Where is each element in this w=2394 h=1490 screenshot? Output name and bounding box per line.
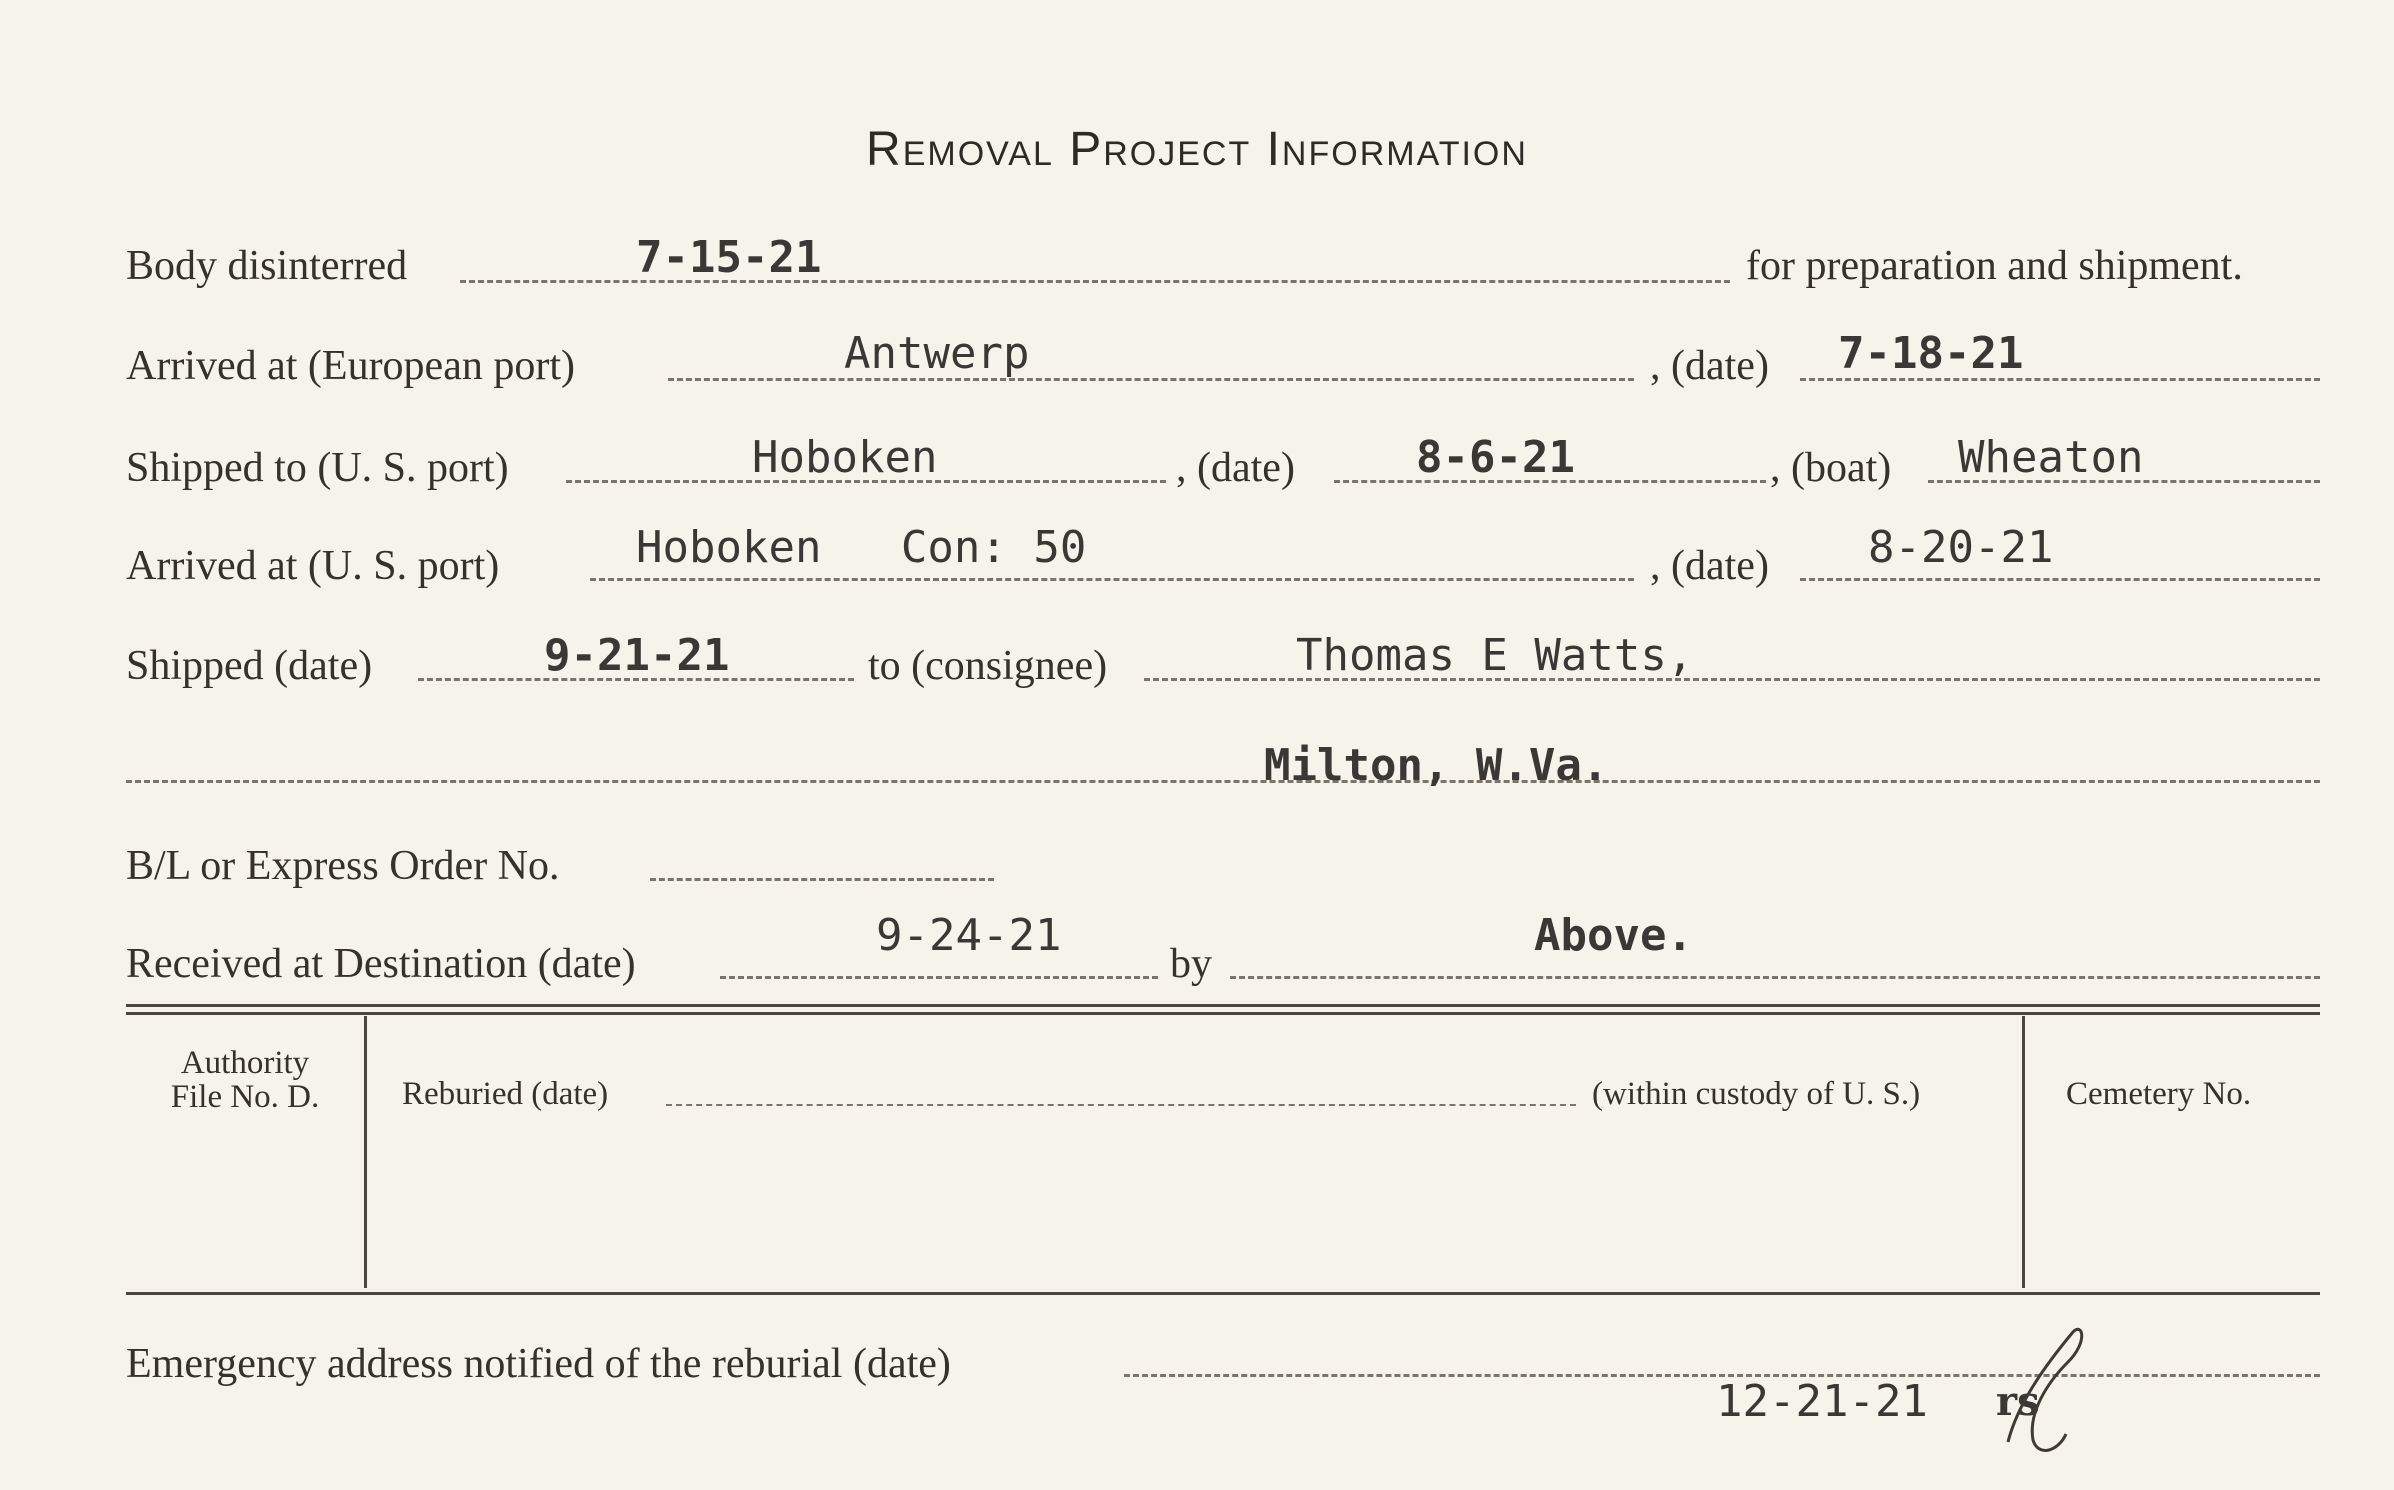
divider-right xyxy=(2022,1016,2025,1288)
reburied-label: Reburied (date) xyxy=(402,1076,609,1112)
by-line xyxy=(1230,976,2320,979)
european-date-label: , (date) xyxy=(1650,343,1769,389)
consignee-label: to (consignee) xyxy=(868,643,1108,689)
european-port-value: Antwerp xyxy=(844,328,1030,379)
european-port-line xyxy=(668,378,1634,381)
address-value: Milton, W.Va. xyxy=(1264,740,1609,791)
arrived-us-date-line xyxy=(1800,578,2320,581)
address-line xyxy=(126,780,2320,783)
emergency-value: 12-21-21 xyxy=(1716,1376,1928,1427)
shipped-us-label: Shipped to (U. S. port) xyxy=(126,445,509,491)
double-rule-bottom xyxy=(126,1012,2320,1015)
double-rule-top xyxy=(126,1004,2320,1007)
handwritten-checkmark-icon xyxy=(1988,1322,2098,1462)
shipped-date-label: Shipped (date) xyxy=(126,643,373,689)
received-line xyxy=(720,976,1158,979)
disinterred-suffix: for preparation and shipment. xyxy=(1746,243,2243,289)
received-label: Received at Destination (date) xyxy=(126,941,636,987)
authority-file-label: Authority File No. D. xyxy=(170,1045,320,1115)
bottom-rule xyxy=(126,1292,2320,1295)
european-port-label: Arrived at (European port) xyxy=(126,343,575,389)
boat-value: Wheaton xyxy=(1958,432,2144,483)
emergency-label: Emergency address notified of the reburial (date) xyxy=(126,1341,951,1387)
bl-label: B/L or Express Order No. xyxy=(126,843,560,889)
disinterred-label: Body disinterred xyxy=(126,243,408,289)
shipped-date-value: 9-21-21 xyxy=(544,630,730,681)
shipped-us-date-value: 8-6-21 xyxy=(1416,432,1575,483)
divider-left xyxy=(364,1016,367,1288)
cemetery-label: Cemetery No. xyxy=(2066,1076,2252,1112)
arrived-us-date-value: 8-20-21 xyxy=(1868,522,2054,573)
received-value: 9-24-21 xyxy=(876,910,1062,961)
arrived-us-value: Hoboken Con: 50 xyxy=(636,522,1087,573)
shipped-us-value: Hoboken xyxy=(752,432,938,483)
consignee-value: Thomas E Watts, xyxy=(1296,630,1694,681)
arrived-us-label: Arrived at (U. S. port) xyxy=(126,543,500,589)
by-value: Above. xyxy=(1534,910,1693,961)
shipped-us-date-label: , (date) xyxy=(1176,445,1295,491)
arrived-us-date-label: , (date) xyxy=(1650,543,1769,589)
bl-line xyxy=(650,878,994,881)
boat-label: , (boat) xyxy=(1770,445,1892,491)
disinterred-value: 7-15-21 xyxy=(636,232,822,283)
card-title: Removal Project Information xyxy=(866,123,1528,176)
european-date-value: 7-18-21 xyxy=(1838,328,2024,379)
reburied-line xyxy=(666,1104,1576,1106)
custody-label: (within custody of U. S.) xyxy=(1592,1076,1921,1112)
handwritten-initials: rs xyxy=(1996,1378,2040,1425)
by-label: by xyxy=(1170,941,1212,987)
arrived-us-line xyxy=(590,578,1634,581)
